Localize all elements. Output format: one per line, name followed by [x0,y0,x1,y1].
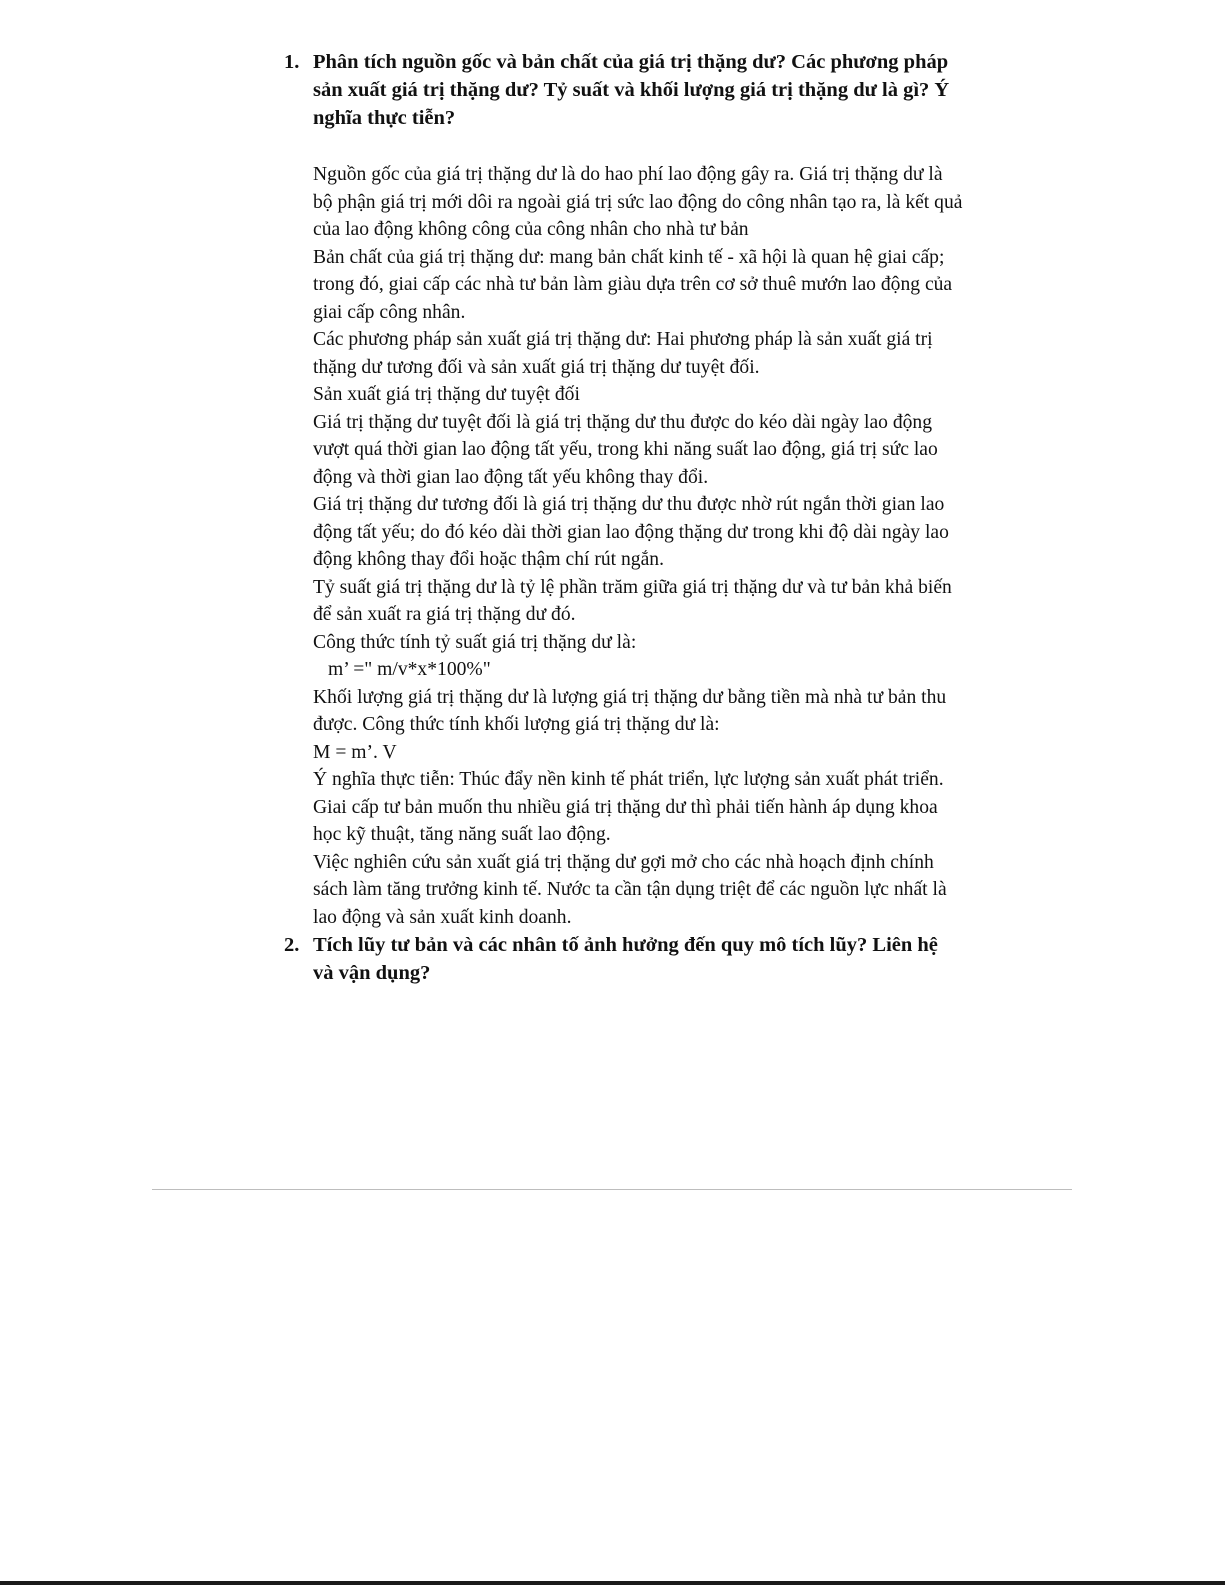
question-number: 1. [284,51,300,73]
paragraph: Giá trị thặng dư tuyệt đối là giá trị thặng dư thu được do kéo dài ngày lao động vượt quá thời gian lao động tất yếu, trong khi năng suất lao động, giá trị sức lao động và thời gian lao động tất yếu không thay đổi. [313,411,938,488]
paragraph: Công thức tính tỷ suất giá trị thặng dư là: [313,631,637,653]
page-divider [152,1189,1072,1190]
document-content [284,48,974,987]
paragraph: Tỷ suất giá trị thặng dư là tỷ lệ phần trăm giữa giá trị thặng dư và tư bản khả biến để sản xuất ra giá trị thặng dư đó. [313,576,952,625]
question-number: 2. [284,934,300,956]
formula-rate: m’ =" m/v*x*100%" [328,659,491,680]
question-2 [284,931,974,987]
paragraph: Giá trị thặng dư tương đối là giá trị thặng dư thu được nhờ rút ngắn thời gian lao động tất yếu; do đó kéo dài thời gian lao động thặng dư trong khi độ dài ngày lao động không thay đổi hoặc thậm chí rút ngắn. [313,494,949,570]
paragraph: Sản xuất giá trị thặng dư tuyệt đối [313,384,580,405]
formula-mass: M = m’. V [313,741,397,763]
question-title: Tích lũy tư bản và các nhân tố ảnh hưởng đến quy mô tích lũy? Liên hệ và vận dụng? [313,934,938,984]
answer-1 [313,132,965,931]
paragraph: Nguồn gốc của giá trị thặng dư là do hao phí lao động gây ra. Giá trị thặng dư là bộ phận giá trị mới dôi ra ngoài giá trị sức lao động do công nhân tạo ra, là kết quả của lao động không công của công nhân cho nhà tư bản [313,164,963,240]
question-title: Phân tích nguồn gốc và bản chất của giá trị thặng dư? Các phương pháp sản xuất giá trị thặng dư? Tỷ suất và khối lượng giá trị thặng dư là gì? Ý nghĩa thực tiễn? [313,51,950,129]
paragraph: Việc nghiên cứu sản xuất giá trị thặng dư gợi mở cho các nhà hoạch định chính sách làm tăng trưởng kinh tế. Nước ta cần tận dụng triệt để các nguồn lực nhất là lao động và sản xuất kinh doanh. [313,851,947,928]
question-1 [284,48,974,132]
paragraph: Khối lượng giá trị thặng dư là lượng giá trị thặng dư bằng tiền mà nhà tư bản thu được. Công thức tính khối lượng giá trị thặng dư là: [313,686,947,735]
paragraph-spacer [313,132,965,161]
bottom-edge-bar [0,1581,1225,1585]
paragraph: Các phương pháp sản xuất giá trị thặng dư: Hai phương pháp là sản xuất giá trị thặng dư tương đối và sản xuất giá trị thặng dư tuyệt đối. [313,329,933,378]
paragraph: Bản chất của giá trị thặng dư: mang bản chất kinh tế - xã hội là quan hệ giai cấp; trong đó, giai cấp các nhà tư bản làm giàu dựa trên cơ sở thuê mướn lao động của giai cấp công nhân. [313,246,953,323]
paragraph: Ý nghĩa thực tiễn: Thúc đẩy nền kinh tế phát triển, lực lượng sản xuất phát triển. Giai cấp tư bản muốn thu nhiều giá trị thặng dư thì phải tiến hành áp dụng khoa học kỹ thuật, tăng năng suất lao động. [313,769,944,845]
